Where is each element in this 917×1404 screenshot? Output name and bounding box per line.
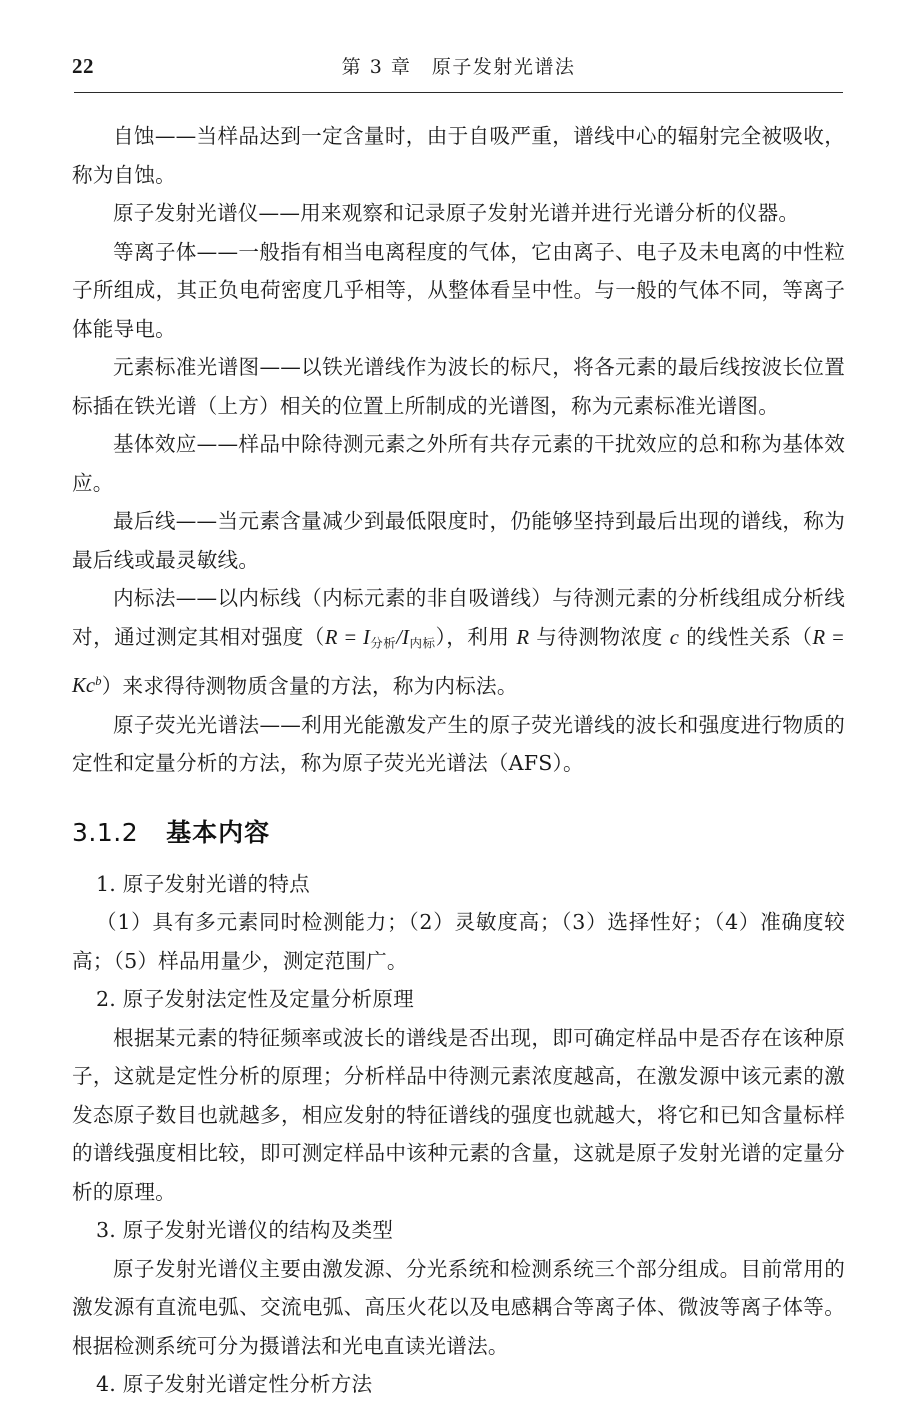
item-1-body: （1）具有多元素同时检测能力；（2）灵敏度高；（3）选择性好；（4）准确度较高；（5）样品用量少，测定范围广。 [72,910,845,973]
internal-standard-segment-text-3: 与待测物浓度 [529,624,670,649]
internal-standard-symbol-c: c [669,626,680,649]
internal-standard-segment-text-4: 的线性关系（ [679,624,813,649]
item-2-heading: 2. 原子发射法定性及定量分析原理 [96,987,414,1012]
item-3-body: 原子发射光谱仪主要由激发源、分光系统和检测系统三个部分组成。目前常用的激发源有直流电弧、交流电弧、高压火花以及电感耦合等离子体、微波等离子体等。根据检测系统可分为摄谱法和光电直读光谱法。 [72,1256,845,1358]
item-4-heading: 4. 原子发射光谱定性分析方法 [96,1372,373,1397]
term-element-standard-spectrogram: 元素标准光谱图——以铁光谱线作为波长的标尺，将各元素的最后线按波长位置标插在铁光谱（上方）相关的位置上所制成的光谱图，称为元素标准光谱图。 [72,355,845,418]
page-number: 22 [72,54,94,78]
term-aes-instrument: 原子发射光谱仪——用来观察和记录原子发射光谱并进行光谱分析的仪器。 [113,201,800,225]
term-self-absorption: 自蚀——当样品达到一定含量时，由于自吸严重，谱线中心的辐射完全被吸收，称为自蚀。 [72,124,845,187]
page-body [72,117,845,1404]
item-1-heading: 1. 原子发射光谱的特点 [96,871,310,896]
internal-standard-segment-text-1: 内标法——以内标线（内标元素的非自吸谱线）与待测元素的分析线组成分析线对，通过测定其相对强度（ [72,586,845,649]
item-2-body: 根据某元素的特征频率或波长的谱线是否出现，即可确定样品中是否存在该种原子，这就是定性分析的原理；分析样品中待测元素浓度越高，在激发源中该元素的激发态原子数目也就越多，相应发射的特征谱线的强度也就越大，将它和已知含量标样的谱线强度相比较，即可测定样品中该种元素的含量，这就是原子发射光谱的定量分析的原理。 [72,1025,845,1204]
header-divider [74,92,843,93]
chapter-title: 第 3 章 原子发射光谱法 [341,56,576,78]
section-heading [72,813,845,849]
item-3-heading: 3. 原子发射光谱仪的结构及类型 [96,1218,394,1243]
running-head [72,52,845,86]
section-number: 3.1.2 [72,817,139,847]
term-last-line: 最后线——当元素含量减少到最低限度时，仍能够坚持到最后出现的谱线，称为最后线或最灵敏线。 [72,509,845,572]
internal-standard-formula-ratio: $R = I_{分析}/I_{内标}$ [324,626,436,650]
internal-standard-formula-power: $R = Kc^b$ [72,626,845,698]
internal-standard-segment-text-5: ）来求得待测物质含量的方法，称为内标法。 [101,673,518,698]
term-atomic-fluorescence: 原子荧光光谱法——利用光能激发产生的原子荧光谱线的波长和强度进行物质的定性和定量分析的方法，称为原子荧光光谱法（AFS）。 [72,712,845,776]
section-title: 基本内容 [166,817,271,847]
internal-standard-segment-text-2: ），利用 [435,624,517,649]
term-internal-standard-method [72,579,845,706]
term-matrix-effect: 基体效应——样品中除待测元素之外所有共存元素的干扰效应的总和称为基体效应。 [72,432,845,495]
term-plasma: 等离子体——一般指有相当电离程度的气体，它由离子、电子及未电离的中性粒子所组成，其正负电荷密度几乎相等，从整体看呈中性。与一般的气体不同，等离子体能导电。 [72,239,845,341]
internal-standard-symbol-R: R [516,626,530,649]
